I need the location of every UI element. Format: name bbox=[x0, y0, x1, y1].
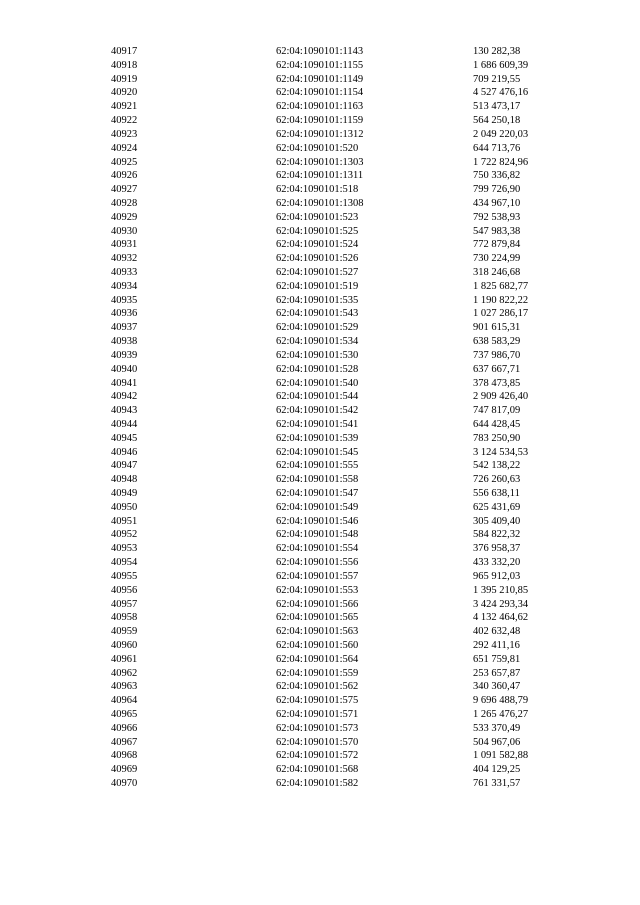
cadastral-number: 62:04:1090101:529 bbox=[276, 322, 359, 334]
table-row bbox=[0, 377, 640, 391]
cadastral-value: 340 360,47 bbox=[473, 681, 521, 693]
cadastral-number: 62:04:1090101:541 bbox=[276, 418, 359, 430]
cadastral-value: 638 583,29 bbox=[473, 336, 521, 348]
cadastral-number: 62:04:1090101:556 bbox=[276, 557, 359, 569]
cadastral-number: 62:04:1090101:546 bbox=[276, 515, 359, 527]
row-number: 40928 bbox=[111, 197, 138, 209]
table-row bbox=[0, 73, 640, 87]
cadastral-value: 542 138,22 bbox=[473, 460, 521, 472]
cadastral-number: 62:04:1090101:1143 bbox=[276, 46, 364, 57]
table-row bbox=[0, 294, 640, 308]
row-number: 40940 bbox=[111, 363, 138, 375]
cadastral-number: 62:04:1090101:526 bbox=[276, 253, 359, 265]
row-number: 40926 bbox=[111, 170, 138, 182]
cadastral-number: 62:04:1090101:564 bbox=[276, 653, 359, 665]
table-row bbox=[0, 570, 640, 584]
cadastral-number: 62:04:1090101:542 bbox=[276, 405, 359, 417]
cadastral-number: 62:04:1090101:560 bbox=[276, 639, 359, 651]
cadastral-value: 737 986,70 bbox=[473, 349, 521, 361]
cadastral-number: 62:04:1090101:575 bbox=[276, 695, 359, 707]
cadastral-value: 750 336,82 bbox=[473, 170, 521, 182]
table-row bbox=[0, 542, 640, 556]
table-row bbox=[0, 349, 640, 363]
row-number: 40960 bbox=[111, 639, 138, 651]
cadastral-number: 62:04:1090101:563 bbox=[276, 626, 359, 638]
table-row bbox=[0, 777, 640, 791]
cadastral-number: 62:04:1090101:1159 bbox=[276, 115, 364, 127]
cadastral-number: 62:04:1090101:530 bbox=[276, 349, 359, 361]
cadastral-number: 62:04:1090101:1163 bbox=[276, 101, 364, 113]
table-row bbox=[0, 487, 640, 501]
cadastral-number: 62:04:1090101:1312 bbox=[276, 128, 364, 140]
table-row bbox=[0, 86, 640, 100]
cadastral-value: 404 129,25 bbox=[473, 764, 521, 776]
cadastral-number: 62:04:1090101:524 bbox=[276, 239, 359, 251]
row-number: 40954 bbox=[111, 557, 138, 569]
row-number: 40967 bbox=[111, 736, 138, 748]
table-row bbox=[0, 639, 640, 653]
table-row bbox=[0, 142, 640, 156]
row-number: 40952 bbox=[111, 529, 138, 541]
cadastral-number: 62:04:1090101:565 bbox=[276, 612, 359, 624]
cadastral-value: 3 424 293,34 bbox=[473, 598, 529, 610]
table-row bbox=[0, 473, 640, 487]
cadastral-value: 434 967,10 bbox=[473, 197, 521, 209]
row-number: 40917 bbox=[111, 46, 138, 57]
cadastral-value: 584 822,32 bbox=[473, 529, 521, 541]
table-row bbox=[0, 100, 640, 114]
cadastral-value: 1 825 682,77 bbox=[473, 280, 529, 292]
cadastral-number: 62:04:1090101:582 bbox=[276, 778, 359, 790]
cadastral-number: 62:04:1090101:555 bbox=[276, 460, 359, 472]
row-number: 40944 bbox=[111, 418, 138, 430]
table-row bbox=[0, 708, 640, 722]
row-number: 40955 bbox=[111, 570, 138, 582]
row-number: 40968 bbox=[111, 750, 138, 762]
cadastral-value: 1 686 609,39 bbox=[473, 59, 529, 71]
row-number: 40964 bbox=[111, 695, 138, 707]
cadastral-value: 376 958,37 bbox=[473, 543, 521, 555]
cadastral-number: 62:04:1090101:525 bbox=[276, 225, 359, 237]
cadastral-value: 625 431,69 bbox=[473, 501, 521, 513]
table-row bbox=[0, 418, 640, 432]
row-number: 40925 bbox=[111, 156, 138, 168]
cadastral-number: 62:04:1090101:1154 bbox=[276, 87, 364, 99]
cadastral-value: 2 909 426,40 bbox=[473, 391, 529, 403]
table-row bbox=[0, 335, 640, 349]
table-row bbox=[0, 446, 640, 460]
cadastral-value: 792 538,93 bbox=[473, 211, 521, 223]
row-number: 40970 bbox=[111, 778, 138, 790]
cadastral-number: 62:04:1090101:554 bbox=[276, 543, 359, 555]
cadastral-value: 651 759,81 bbox=[473, 653, 521, 665]
row-number: 40935 bbox=[111, 294, 138, 306]
table-row bbox=[0, 749, 640, 763]
table-row bbox=[0, 763, 640, 777]
table-row bbox=[0, 667, 640, 681]
table-row bbox=[0, 128, 640, 142]
row-number: 40933 bbox=[111, 267, 138, 278]
cadastral-value: 402 632,48 bbox=[473, 626, 521, 638]
table-row bbox=[0, 694, 640, 708]
cadastral-value: 3 124 534,53 bbox=[473, 446, 529, 458]
row-number: 40924 bbox=[111, 142, 138, 154]
table-row bbox=[0, 515, 640, 529]
row-number: 40943 bbox=[111, 405, 138, 417]
row-number: 40957 bbox=[111, 598, 138, 610]
cadastral-value: 1 091 582,88 bbox=[473, 750, 529, 762]
row-number: 40941 bbox=[111, 377, 138, 389]
row-number: 40963 bbox=[111, 681, 138, 693]
row-number: 40958 bbox=[111, 612, 138, 624]
row-number: 40934 bbox=[111, 280, 138, 292]
table-row bbox=[0, 45, 640, 59]
cadastral-value: 1 027 286,17 bbox=[473, 308, 529, 320]
cadastral-number: 62:04:1090101:562 bbox=[276, 681, 359, 693]
row-number: 40918 bbox=[111, 59, 138, 71]
cadastral-value: 1 395 210,85 bbox=[473, 584, 529, 596]
cadastral-number: 62:04:1090101:570 bbox=[276, 736, 359, 748]
row-number: 40965 bbox=[111, 709, 138, 720]
table-row bbox=[0, 584, 640, 598]
table-row bbox=[0, 59, 640, 73]
cadastral-number: 62:04:1090101:549 bbox=[276, 501, 359, 513]
cadastral-number: 62:04:1090101:559 bbox=[276, 667, 359, 679]
table-row bbox=[0, 197, 640, 211]
table-row bbox=[0, 625, 640, 639]
row-number: 40932 bbox=[111, 253, 138, 265]
table-row bbox=[0, 363, 640, 377]
cadastral-value: 761 331,57 bbox=[473, 778, 521, 790]
cadastral-number: 62:04:1090101:540 bbox=[276, 377, 359, 389]
cadastral-value: 747 817,09 bbox=[473, 405, 521, 417]
row-number: 40961 bbox=[111, 653, 138, 665]
cadastral-value: 292 411,16 bbox=[473, 639, 520, 651]
table-row bbox=[0, 321, 640, 335]
cadastral-value: 772 879,84 bbox=[473, 239, 521, 251]
table-row bbox=[0, 307, 640, 321]
cadastral-number: 62:04:1090101:1303 bbox=[276, 156, 364, 168]
row-number: 40966 bbox=[111, 722, 138, 734]
row-number: 40929 bbox=[111, 211, 138, 223]
table-row bbox=[0, 528, 640, 542]
cadastral-value: 1 265 476,27 bbox=[473, 709, 529, 720]
table-row bbox=[0, 459, 640, 473]
row-number: 40949 bbox=[111, 488, 138, 499]
table-row bbox=[0, 238, 640, 252]
cadastral-value: 783 250,90 bbox=[473, 432, 521, 444]
cadastral-value: 9 696 488,79 bbox=[473, 695, 529, 707]
cadastral-value: 2 049 220,03 bbox=[473, 128, 529, 140]
cadastral-number: 62:04:1090101:566 bbox=[276, 598, 359, 610]
cadastral-number: 62:04:1090101:558 bbox=[276, 474, 359, 486]
cadastral-number: 62:04:1090101:523 bbox=[276, 211, 359, 223]
row-number: 40930 bbox=[111, 225, 138, 237]
cadastral-number: 62:04:1090101:519 bbox=[276, 280, 359, 292]
cadastral-value: 644 713,76 bbox=[473, 142, 521, 154]
cadastral-number: 62:04:1090101:572 bbox=[276, 750, 359, 762]
cadastral-value: 253 657,87 bbox=[473, 667, 521, 679]
row-number: 40937 bbox=[111, 322, 138, 334]
row-number: 40931 bbox=[111, 239, 138, 251]
cadastral-number: 62:04:1090101:1311 bbox=[276, 170, 364, 182]
cadastral-value: 513 473,17 bbox=[473, 101, 521, 113]
cadastral-value: 637 667,71 bbox=[473, 363, 521, 375]
table-row bbox=[0, 598, 640, 612]
row-number: 40942 bbox=[111, 391, 138, 403]
cadastral-number: 62:04:1090101:557 bbox=[276, 570, 359, 582]
table-row bbox=[0, 501, 640, 515]
row-number: 40959 bbox=[111, 626, 138, 638]
cadastral-value: 726 260,63 bbox=[473, 474, 521, 486]
row-number: 40946 bbox=[111, 446, 138, 458]
table-row bbox=[0, 280, 640, 294]
table-row bbox=[0, 736, 640, 750]
table-row bbox=[0, 211, 640, 225]
row-number: 40950 bbox=[111, 501, 138, 513]
cadastral-value: 305 409,40 bbox=[473, 515, 521, 527]
cadastral-value: 901 615,31 bbox=[473, 322, 521, 334]
cadastral-value: 1 722 824,96 bbox=[473, 156, 529, 168]
table-row bbox=[0, 611, 640, 625]
cadastral-number: 62:04:1090101:547 bbox=[276, 488, 359, 499]
cadastral-number: 62:04:1090101:573 bbox=[276, 722, 359, 734]
row-number: 40947 bbox=[111, 460, 138, 472]
cadastral-number: 62:04:1090101:568 bbox=[276, 764, 359, 776]
cadastral-value: 504 967,06 bbox=[473, 736, 521, 748]
cadastral-value: 533 370,49 bbox=[473, 722, 521, 734]
table-row bbox=[0, 432, 640, 446]
row-number: 40923 bbox=[111, 128, 138, 140]
cadastral-number: 62:04:1090101:528 bbox=[276, 363, 359, 375]
row-number: 40956 bbox=[111, 584, 138, 596]
cadastral-number: 62:04:1090101:1155 bbox=[276, 59, 364, 71]
table-row bbox=[0, 252, 640, 266]
table-row bbox=[0, 390, 640, 404]
cadastral-value: 965 912,03 bbox=[473, 570, 521, 582]
table-row bbox=[0, 156, 640, 170]
table-row bbox=[0, 680, 640, 694]
row-number: 40920 bbox=[111, 87, 138, 99]
row-number: 40962 bbox=[111, 667, 138, 679]
row-number: 40945 bbox=[111, 432, 138, 444]
cadastral-value: 799 726,90 bbox=[473, 184, 521, 196]
cadastral-number: 62:04:1090101:539 bbox=[276, 432, 359, 444]
cadastral-number: 62:04:1090101:518 bbox=[276, 184, 359, 196]
row-number: 40927 bbox=[111, 184, 138, 196]
row-number: 40951 bbox=[111, 515, 138, 527]
cadastral-value: 4 527 476,16 bbox=[473, 87, 529, 99]
table-row bbox=[0, 722, 640, 736]
cadastral-value: 378 473,85 bbox=[473, 377, 521, 389]
row-number: 40922 bbox=[111, 115, 138, 127]
cadastral-value: 556 638,11 bbox=[473, 488, 520, 499]
row-number: 40919 bbox=[111, 73, 138, 85]
cadastral-value: 709 219,55 bbox=[473, 73, 521, 85]
cadastral-number: 62:04:1090101:535 bbox=[276, 294, 359, 306]
cadastral-value: 130 282,38 bbox=[473, 46, 521, 57]
cadastral-value: 1 190 822,22 bbox=[473, 294, 529, 306]
cadastral-value: 730 224,99 bbox=[473, 253, 521, 265]
row-number: 40921 bbox=[111, 101, 138, 113]
cadastral-value-table bbox=[0, 45, 640, 791]
cadastral-value: 547 983,38 bbox=[473, 225, 521, 237]
cadastral-number: 62:04:1090101:534 bbox=[276, 336, 359, 348]
cadastral-value: 644 428,45 bbox=[473, 418, 521, 430]
table-row bbox=[0, 225, 640, 239]
cadastral-number: 62:04:1090101:543 bbox=[276, 308, 359, 320]
cadastral-number: 62:04:1090101:571 bbox=[276, 709, 359, 720]
row-number: 40953 bbox=[111, 543, 138, 555]
cadastral-value: 433 332,20 bbox=[473, 557, 521, 569]
cadastral-number: 62:04:1090101:527 bbox=[276, 267, 359, 278]
table-row bbox=[0, 114, 640, 128]
table-row bbox=[0, 556, 640, 570]
cadastral-number: 62:04:1090101:544 bbox=[276, 391, 359, 403]
cadastral-number: 62:04:1090101:520 bbox=[276, 142, 359, 154]
cadastral-number: 62:04:1090101:1308 bbox=[276, 197, 364, 209]
cadastral-number: 62:04:1090101:553 bbox=[276, 584, 359, 596]
cadastral-value: 564 250,18 bbox=[473, 115, 521, 127]
table-row bbox=[0, 404, 640, 418]
row-number: 40938 bbox=[111, 336, 138, 348]
cadastral-value: 4 132 464,62 bbox=[473, 612, 529, 624]
table-row bbox=[0, 169, 640, 183]
cadastral-value: 318 246,68 bbox=[473, 267, 521, 278]
row-number: 40939 bbox=[111, 349, 138, 361]
row-number: 40969 bbox=[111, 764, 138, 776]
cadastral-number: 62:04:1090101:1149 bbox=[276, 73, 364, 85]
cadastral-number: 62:04:1090101:545 bbox=[276, 446, 359, 458]
cadastral-number: 62:04:1090101:548 bbox=[276, 529, 359, 541]
table-row bbox=[0, 266, 640, 280]
row-number: 40948 bbox=[111, 474, 138, 486]
row-number: 40936 bbox=[111, 308, 138, 320]
table-row bbox=[0, 183, 640, 197]
table-row bbox=[0, 653, 640, 667]
